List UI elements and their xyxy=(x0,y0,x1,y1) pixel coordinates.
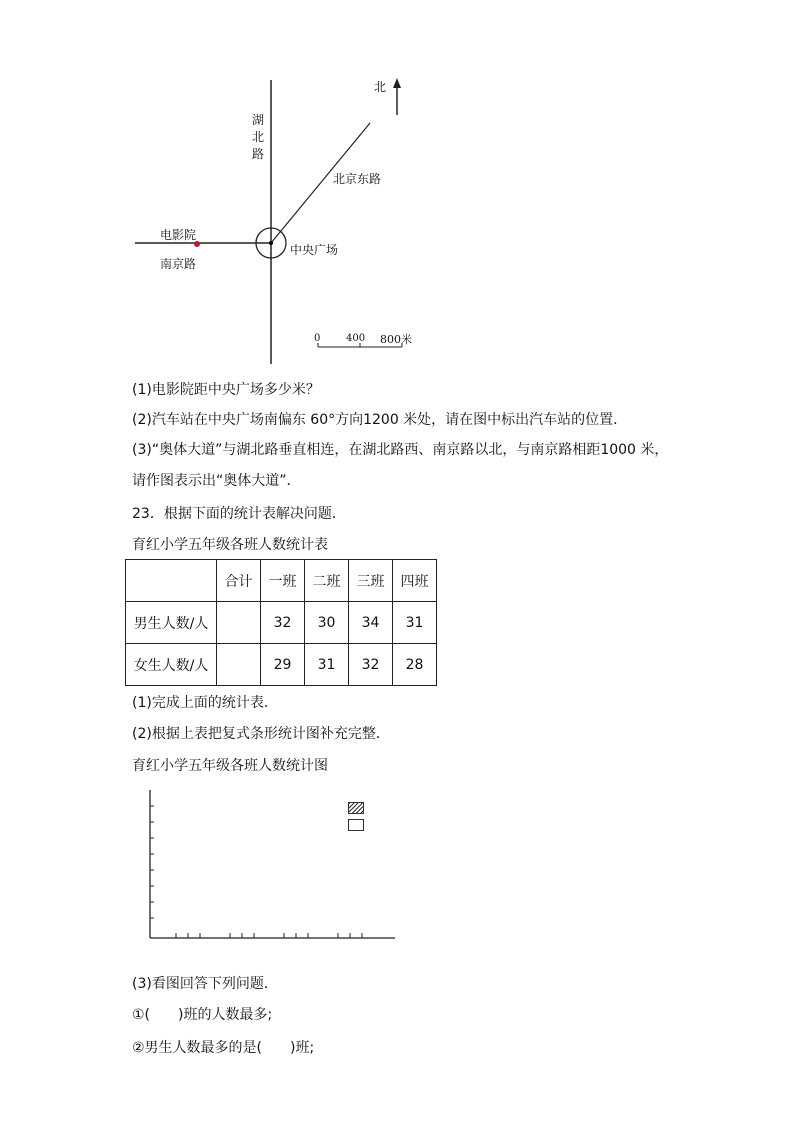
table-cell: 31 xyxy=(393,602,437,644)
scale-label-400: 400 xyxy=(346,333,366,344)
table-title: 育红小学五年级各班人数统计表 xyxy=(132,537,328,553)
nanjing-road-label: 南京路 xyxy=(160,257,197,271)
hubei-road-label: 湖北路 xyxy=(251,113,264,161)
stats-table xyxy=(125,559,437,686)
question-23-3-b: ②男生人数最多的是( )班; xyxy=(132,1040,315,1056)
chart-title: 育红小学五年级各班人数统计图 xyxy=(132,758,328,774)
question-22-1: (1)电影院距中央广场多少米？ xyxy=(132,382,320,398)
beijing-east-road-label: 北京东路 xyxy=(333,172,382,186)
central-square-point xyxy=(269,241,273,245)
table-header-class4: 四班 xyxy=(393,560,437,602)
table-header-total: 合计 xyxy=(217,560,261,602)
question-22-2: (2)汽车站在中央广场南偏东 60°方向1200 米处，请在图中标出汽车站的位置． xyxy=(132,412,628,428)
north-arrow-head xyxy=(393,78,401,88)
table-row-boys xyxy=(126,602,437,644)
chart-x-ticks xyxy=(176,933,362,938)
question-23-1: (1)完成上面的统计表． xyxy=(132,695,278,711)
question-23-2: (2)根据上表把复式条形统计图补充完整． xyxy=(132,726,390,742)
question-22-3: (3)“奥体大道”与湖北路垂直相连，在湖北路西、南京路以北，与南京路相距1000 米， xyxy=(132,442,669,458)
table-cell: 32 xyxy=(261,602,305,644)
table-cell: 32 xyxy=(349,644,393,686)
legend-empty-box xyxy=(348,819,364,831)
table-cell-total-girls[interactable] xyxy=(217,644,261,686)
table-cell: 34 xyxy=(349,602,393,644)
question-23-title: 23．根据下面的统计表解决问题． xyxy=(132,506,346,522)
table-cell: 31 xyxy=(305,644,349,686)
table-cell: 30 xyxy=(305,602,349,644)
table-header-class3: 三班 xyxy=(349,560,393,602)
bar-chart-frame xyxy=(130,780,410,950)
table-row-girls xyxy=(126,644,437,686)
table-row-label: 男生人数/人 xyxy=(126,602,217,644)
north-label: 北 xyxy=(374,80,387,94)
scale-label-0: 0 xyxy=(314,333,321,344)
table-header-blank xyxy=(126,560,217,602)
question-23-3-a: ①( )班的人数最多; xyxy=(132,1007,273,1023)
question-22-3-cont: 请作图表示出“奥体大道”． xyxy=(132,473,301,489)
table-cell-total-boys[interactable] xyxy=(217,602,261,644)
table-header-class1: 一班 xyxy=(261,560,305,602)
cinema-label: 电影院 xyxy=(160,228,197,242)
legend-hatched-box xyxy=(348,802,364,814)
table-cell: 28 xyxy=(393,644,437,686)
map-lines xyxy=(0,0,794,370)
question-23-3: (3)看图回答下列问题． xyxy=(132,976,278,992)
table-cell: 29 xyxy=(261,644,305,686)
table-header-class2: 二班 xyxy=(305,560,349,602)
table-row-label: 女生人数/人 xyxy=(126,644,217,686)
central-square-label: 中央广场 xyxy=(290,243,339,257)
table-header-row xyxy=(126,560,437,602)
scale-label-800: 800米 xyxy=(380,333,412,346)
